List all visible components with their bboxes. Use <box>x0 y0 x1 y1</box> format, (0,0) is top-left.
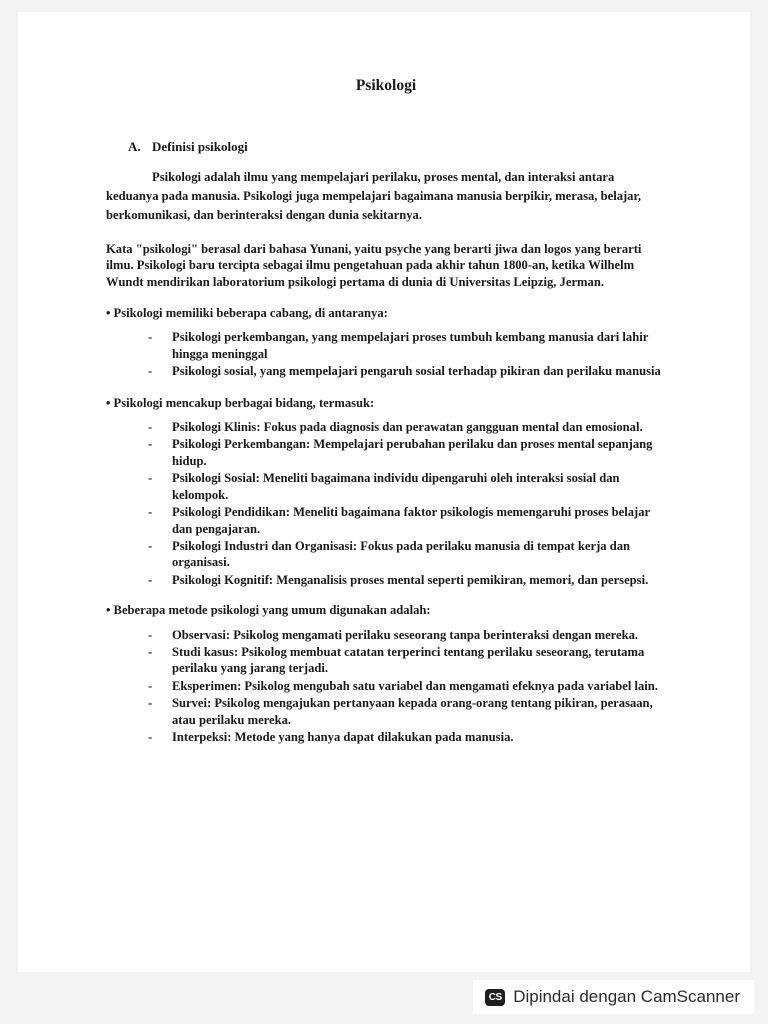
dash-marker: - <box>148 644 153 659</box>
list-item: - Psikologi Kognitif: Menganalisis proses mental seperti pemikiran, memori, dan persepsi. <box>148 572 649 587</box>
dash-marker: - <box>148 678 153 693</box>
dash-marker: - <box>148 538 153 553</box>
list-item: - Observasi: Psikolog mengamati perilaku seseorang tanpa berinteraksi dengan mereka. <box>148 627 639 642</box>
list-item: - Psikologi Industri dan Organisasi: Fokus pada perilaku manusia di tempat kerja dan organisasi. <box>148 538 631 570</box>
branches-list <box>106 329 666 379</box>
document-title: Psikologi <box>355 77 417 94</box>
watermark-text: Dipindai dengan CamScanner <box>513 987 740 1006</box>
list-item: - Eksperimen: Psikolog mengubah satu variabel dan mengamati efeknya pada variabel lain. <box>148 678 658 693</box>
dash-marker: - <box>148 364 153 379</box>
list-item: - Psikologi perkembangan, yang mempelajari proses tumbuh kembang manusia dari lahir hingga meninggal <box>148 330 649 361</box>
dash-marker: - <box>148 471 153 486</box>
dash-marker: - <box>148 572 153 587</box>
list-item: - Psikologi Pendidikan: Meneliti bagaimana faktor psikologis memengaruhi proses belajar dan pengajaran. <box>148 505 650 536</box>
section-heading <box>128 139 666 155</box>
camscanner-logo-icon: CS <box>485 989 505 1006</box>
section-letter: A. <box>128 139 141 155</box>
dash-marker: - <box>148 696 153 711</box>
methods-list <box>106 627 666 746</box>
list-item: - Psikologi Sosial: Meneliti bagaimana individu dipengaruhi oleh interaksi sosial dan kelompok. <box>148 471 620 502</box>
dash-marker: - <box>148 330 153 345</box>
branches-heading: • Psikologi memiliki beberapa cabang, di antaranya: <box>106 306 388 321</box>
list-item: - Interpeksi: Metode yang hanya dapat dilakukan pada manusia. <box>148 729 514 744</box>
list-item: - Psikologi Klinis: Fokus pada diagnosis dan perawatan gangguan mental dan emosional. <box>148 420 643 435</box>
paragraph-definition: Psikologi adalah ilmu yang mempelajari perilaku, proses mental, dan interaksi antara keduanya pada manusia. Psikologi juga mempelajari bagaimana manusia berpikir, merasa, belajar, berkomunikasi, dan berinteraksi dengan dunia sekitarnya. <box>106 169 642 222</box>
camscanner-watermark <box>473 980 754 1014</box>
section-title: Definisi psikologi <box>152 139 248 155</box>
fields-list <box>106 419 666 588</box>
dash-marker: - <box>148 505 153 520</box>
list-item: - Psikologi Perkembangan: Mempelajari perubahan perilaku dan proses mental sepanjang hidup. <box>148 437 653 468</box>
dash-marker: - <box>148 729 153 744</box>
list-item: - Studi kasus: Psikolog membuat catatan terperinci tentang perilaku seseorang, terutama perilaku yang jarang terjadi. <box>148 644 645 676</box>
list-item: - Survei: Psikolog mengajukan pertanyaan kepada orang-orang tentang pikiran, perasaan, atau perilaku mereka. <box>148 696 653 727</box>
dash-marker: - <box>148 627 153 642</box>
dash-marker: - <box>148 420 153 435</box>
list-item: - Psikologi sosial, yang mempelajari pengaruh sosial terhadap pikiran dan perilaku manusia <box>148 364 661 379</box>
document-body <box>106 78 666 746</box>
paragraph-etymology: Kata "psikologi" berasal dari bahasa Yunani, yaitu psyche yang berarti jiwa dan logos yang berarti ilmu. Psikologi baru tercipta sebagai ilmu pengetahuan pada akhir tahun 1800-an, ketika Wilhelm Wundt mendirikan laboratorium psikologi pertama di dunia di Universitas Leipzig, Jerman. <box>106 241 642 289</box>
dash-marker: - <box>148 437 153 452</box>
methods-heading: • Beberapa metode psikologi yang umum digunakan adalah: <box>106 603 431 618</box>
fields-heading: • Psikologi mencakup berbagai bidang, termasuk: <box>106 395 375 410</box>
